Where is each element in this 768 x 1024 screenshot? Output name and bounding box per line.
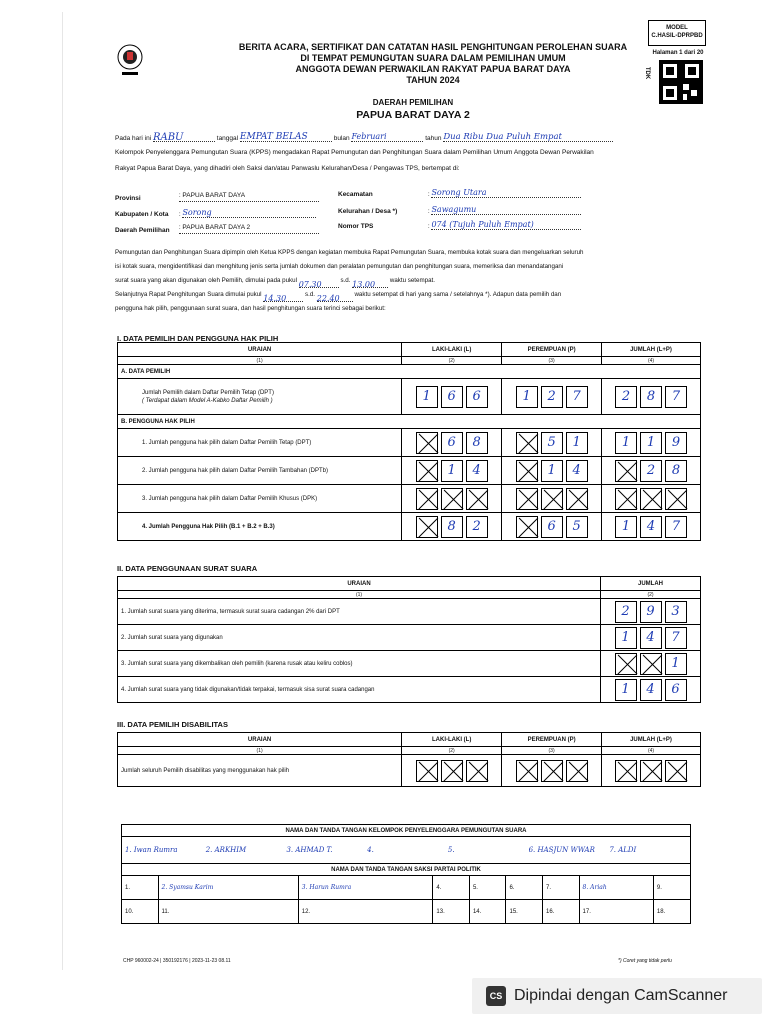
saksi-signature: 4. [433,876,470,900]
digit-box: 1 [615,432,637,454]
qr-code-icon [659,60,703,104]
crossed-digit-box [516,460,538,482]
digit-box: 9 [640,601,662,623]
crossed-digit-box [441,760,463,782]
kpps-signature: 1. Iwan Rumra [125,846,178,854]
crossed-digit-box [466,760,488,782]
digit-box: 1 [516,386,538,408]
digit-box: 7 [665,516,687,538]
crossed-digit-box [640,488,662,510]
provinsi-row: Provinsi : PAPUA BARAT DAYA [115,192,319,202]
document-title: BERITA ACARA, SERTIFIKAT DAN CATATAN HASIL PENGHITUNGAN PEROLEHAN SUARA DI TEMPAT PEMUNGUTAN SUARA DALAM PEMILIHAN UMUM ANGGOTA DEWAN PERWAKILAN RAKYAT PAPUA BARAT DAYA TAHUN 2024 [238,42,628,85]
crossed-digit-box [640,760,662,782]
camscanner-text: Dipindai dengan CamScanner [514,987,728,1004]
saksi-signature: 3. Harun Rumra [298,876,433,900]
kpps-signature: 4. [367,846,374,854]
saksi-signature: 12. [298,900,433,924]
intro-line: Rakyat Papua Barat Daya, yang dihadiri oleh Saksi dan/atau Panwaslu Kelurahan/Desa / Pengawas TPS, bertempat di: [115,165,460,172]
digit-box: 5 [566,516,588,538]
kpps-signature: 3. AHMAD T. [286,846,333,854]
document-page [62,12,742,970]
saksi-signature: 10. [122,900,159,924]
saksi-signature: 14. [469,900,506,924]
digit-box: 7 [566,386,588,408]
digit-box: 2 [615,386,637,408]
digit-box: 2 [640,460,662,482]
saksi-signature: 7. [543,876,580,900]
saksi-signature: 16. [543,900,580,924]
signature-table: NAMA DAN TANDA TANGAN KELOMPOK PENYELENGGARA PEMUNGUTAN SUARA 1. Iwan Rumra 2. ARKHIM 3. AHMAD T. 4. 5. 6. HASJUN WWAR 7. ALDI NAMA DAN TANDA TANGAN SAKSI PARTAI POLITIK 1. 2. Syamsu Karim 3. Harun Rumra 4. 5. 6. 7. 8. Ariah 9. 10. 11. 12. 13. 14. 15. 16. 17. 18. [121,824,691,924]
digit-box: 6 [665,679,687,701]
digit-box: 6 [541,516,563,538]
digit-box: 3 [665,601,687,623]
digit-box: 9 [665,432,687,454]
camscanner-watermark [472,978,762,1014]
crossed-digit-box [615,760,637,782]
kabupaten-row: Kabupaten / Kota : Sorong [115,208,316,218]
section-1-table: URAIAN LAKI-LAKI (L) PEREMPUAN (P) JUMLAH (L+P) (1) (2) (3) (4) A. DATA PEMILIH Jumlah Pemilih dalam Daftar Pemilih Tetap (DPT) ( Terdapat dalam Model A-Kabko Daftar Pemilih ) 1 6 6 1 2 7 2 8 7 B. PENGGUNA HAK PILIH 1. Jumlah pengguna hak pilih dalam Daftar Pemilih Tetap (DPT) 6 8 5 1 1 1 9 2. Jumlah pengguna hak pilih dalam Daftar Pemilih Tambahan (DPTb) 1 4 1 4 2 8 3. Jumlah pengguna hak pilih dalam Daftar Pemilih Khusus (DPK) 4. Jumlah Pengguna Hak Pilih (B.1 + B.2 + B.3) 8 2 6 5 1 4 7 [117,342,701,541]
digit-box: 2 [615,601,637,623]
document-footer: CHP 960002-24 | 350192176 | 2023-11-23 08.11 [123,958,231,964]
saksi-signature: 2. Syamsu Karim [158,876,298,900]
tps-row: Nomor TPS : 074 (Tujuh Puluh Empat) [338,220,581,230]
date-line: Pada hari ini RABU tanggal EMPAT BELAS bulan Februari tahun Dua Ribu Dua Puluh Empat [115,132,613,142]
intro-line: Kelompok Penyelenggara Pemungutan Suara (KPPS) mengadakan Rapat Pemungutan dan Penghitungan Suara dalam Pemilihan Umum Anggota Dewan Perwakilan [115,149,594,156]
camscanner-logo-icon: CS [486,986,506,1006]
digit-box: 1 [665,653,687,675]
section-3-table: URAIAN LAKI-LAKI (L) PEREMPUAN (P) JUMLAH (L+P) (1) (2) (3) (4) Jumlah seluruh Pemilih disabilitas yang menggunakan hak pilih [117,732,701,787]
crossed-digit-box [615,460,637,482]
kecamatan-row: Kecamatan : Sorong Utara [338,188,581,198]
crossed-digit-box [541,488,563,510]
saksi-signature: 1. [122,876,159,900]
model-box: MODEL C.HASIL-DPRPBD [648,20,706,46]
digit-box: 6 [466,386,488,408]
digit-box: 8 [640,386,662,408]
crossed-digit-box [416,432,438,454]
crossed-digit-box [665,488,687,510]
digit-box: 6 [441,432,463,454]
kelurahan-row: Kelurahan / Desa *) : Sawagumu [338,205,581,215]
digit-box: 2 [541,386,563,408]
crossed-digit-box [665,760,687,782]
digit-box: 1 [416,386,438,408]
digit-box: 4 [640,627,662,649]
saksi-signature: 15. [506,900,543,924]
saksi-signature: 17. [579,900,653,924]
crossed-digit-box [566,760,588,782]
section-2-table: URAIAN JUMLAH (1) (2) 1. Jumlah surat suara yang diterima, termasuk surat suara cadangan 2% dari DPT 2 9 3 2. Jumlah surat suara yang digunakan 1 4 7 3. Jumlah surat suara yang dikembalikan oleh pemilih (karena rusak atau keliru coblos) 1 4. Jumlah surat suara yang tidak digunakan/tidak terpakai, termasuk sisa surat suara cadangan 1 4 6 [117,576,701,703]
digit-box: 2 [466,516,488,538]
section-3-title: III. DATA PEMILIH DISABILITAS [117,720,228,729]
digit-box: 1 [615,516,637,538]
footer-note: *) Coret yang tidak perlu [618,958,672,964]
crossed-digit-box [566,488,588,510]
crossed-digit-box [615,653,637,675]
digit-box: 1 [541,460,563,482]
daerah-row: Daerah Pemilihan : PAPUA BARAT DAYA 2 [115,224,319,234]
digit-box: 4 [640,516,662,538]
digit-box: 4 [466,460,488,482]
digit-box: 7 [665,627,687,649]
tdk-label: TDK [644,66,651,80]
digit-box: 8 [441,516,463,538]
digit-box: 1 [441,460,463,482]
digit-box: 4 [566,460,588,482]
crossed-digit-box [416,516,438,538]
saksi-signature: 5. [469,876,506,900]
crossed-digit-box [516,488,538,510]
digit-box: 8 [665,460,687,482]
saksi-signature: 8. Ariah [579,876,653,900]
kpps-signature: 5. [447,846,455,854]
crossed-digit-box [441,488,463,510]
kpu-logo-icon [115,42,145,80]
digit-box: 1 [615,627,637,649]
digit-box: 8 [466,432,488,454]
section-1-title: I. DATA PEMILIH DAN PENGGUNA HAK PILIH [117,334,279,343]
saksi-signature: 6. [506,876,543,900]
digit-box: 5 [541,432,563,454]
saksi-signature: 9. [653,876,690,900]
crossed-digit-box [541,760,563,782]
kpps-signature: 2. ARKHIM [205,846,247,854]
digit-box: 1 [566,432,588,454]
crossed-digit-box [615,488,637,510]
electoral-region: DAERAH PEMILIHAN PAPUA BARAT DAYA 2 [356,98,470,121]
saksi-signature: 13. [433,900,470,924]
saksi-signature: 11. [158,900,298,924]
procedure-paragraph: Pemungutan dan Penghitungan Suara dipimpin oleh Ketua KPPS dengan kegiatan membuka Rapat Pemungutan Suara, membuka kotak suara dan mengeluarkan seluruh isi kotak suara, mengidentifikasi dan menghitung jenis serta jumlah dokumen dan peralatan pemungutan dan penghitungan suara, memeriksa dan menandatangani surat suara yang akan digunakan oleh Pemilih, dimulai pada pukul 07.30 s.d. 13.00 waktu setempat. Selanjutnya Rapat Penghitungan Suara dimulai pukul 14.30 s.d. 22.40 waktu setempat di hari yang sama / setelahnya *). Adapun data pemilih dan pengguna hak pilih, penggunaan surat suara, dan hasil penghitungan suara terinci sebagai berikut: [115,249,584,312]
crossed-digit-box [466,488,488,510]
section-2-title: II. DATA PENGGUNAAN SURAT SUARA [117,564,258,573]
kpps-signature: 7. ALDI [609,846,637,854]
crossed-digit-box [516,516,538,538]
digit-box: 7 [665,386,687,408]
crossed-digit-box [640,653,662,675]
digit-box: 6 [441,386,463,408]
crossed-digit-box [516,432,538,454]
crossed-digit-box [416,760,438,782]
crossed-digit-box [416,460,438,482]
digit-box: 1 [615,679,637,701]
crossed-digit-box [416,488,438,510]
page-number: Halaman 1 dari 20 [652,50,704,56]
digit-box: 4 [640,679,662,701]
kpps-signature: 6. HASJUN WWAR [528,846,595,854]
crossed-digit-box [516,760,538,782]
digit-box: 1 [640,432,662,454]
saksi-signature: 18. [653,900,690,924]
